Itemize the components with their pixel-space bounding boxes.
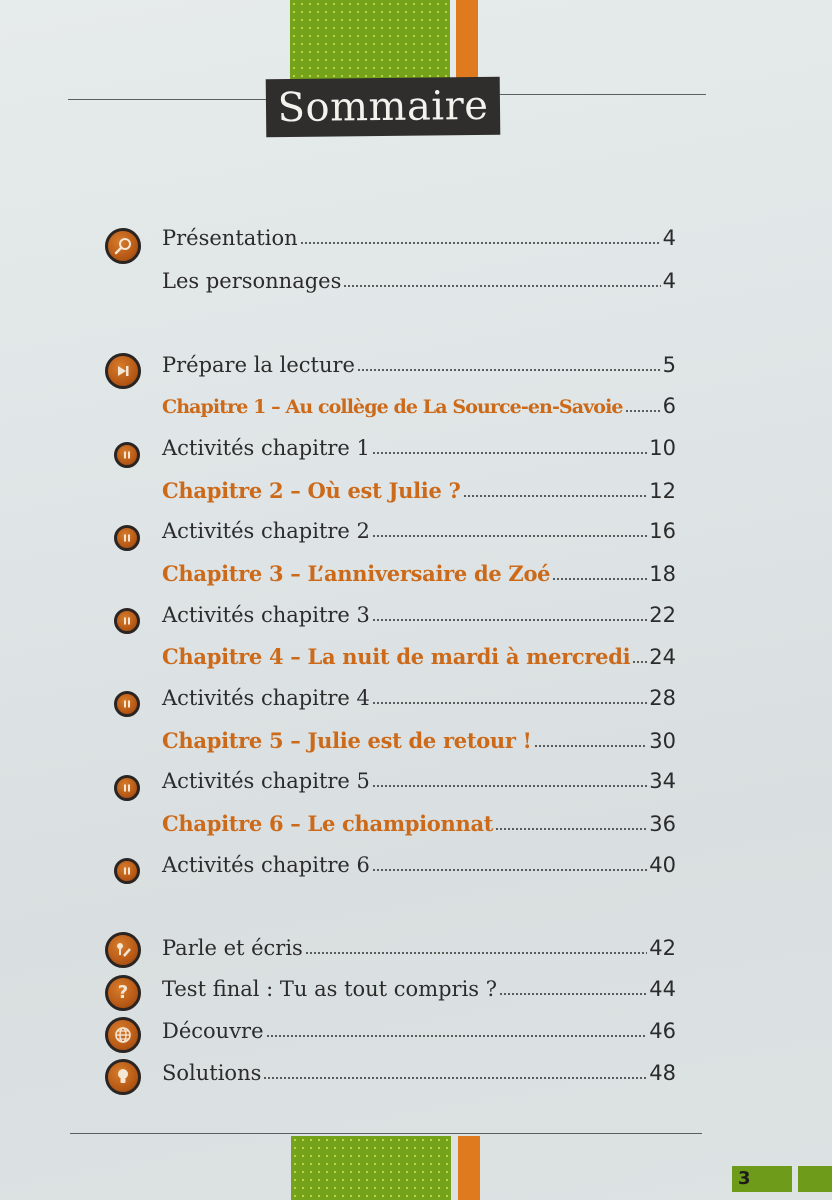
page-title-box [266,77,501,137]
toc-entry-label: Chapitre 1 – Au collège de La Source-en-Savoie [162,396,623,418]
toc-entry-test-final[interactable] [162,977,676,1011]
toc-entry-page: 28 [649,686,676,710]
toc-entry-page: 46 [649,1019,676,1043]
toc-entry-label: Activités chapitre 1 [162,436,370,460]
dot-leader [357,354,661,372]
dot-leader [372,437,647,455]
toc-entry-solutions[interactable] [162,1061,676,1095]
toc-entry-page: 5 [662,353,676,377]
toc-entry-page: 48 [649,1061,676,1085]
dot-leader [305,937,647,955]
toc-entry-label: Chapitre 5 – Julie est de retour ! [162,728,532,753]
toc-entry-chapitre-2[interactable] [162,478,676,512]
pause-icon [114,775,140,801]
page-edge-tab [798,1166,832,1192]
toc-entry-label: Activités chapitre 4 [162,686,370,710]
toc-entry-chapitre-6[interactable] [162,811,676,845]
toc-entry-activites-4[interactable] [162,686,676,720]
top-rule-left [68,99,268,100]
toc-entry-chapitre-1[interactable] [162,394,676,428]
toc-entry-page: 18 [649,562,676,586]
toc-entry-activites-2[interactable] [162,519,676,553]
microphone-pencil-icon [105,932,141,968]
top-orange-decoration [456,0,478,82]
toc-entry-label: Parle et écris [162,936,303,960]
pause-icon [114,525,140,551]
toc-entry-label: Chapitre 3 – L’anniversaire de Zoé [162,561,551,586]
dot-leader [372,687,647,705]
dot-leader [372,604,647,622]
toc-entry-chapitre-5[interactable] [162,728,676,762]
top-rule-right [500,94,706,95]
dot-leader [372,770,647,788]
toc-entry-activites-3[interactable] [162,603,676,637]
toc-entry-page: 24 [649,645,676,669]
toc-entry-page: 42 [649,936,676,960]
pause-icon [114,608,140,634]
toc-entry-activites-1[interactable] [162,436,676,470]
dot-leader [343,270,660,288]
toc-entry-activites-5[interactable] [162,769,676,803]
toc-entry-personnages[interactable] [162,269,676,303]
toc-entry-label: Activités chapitre 6 [162,853,370,877]
dot-leader [372,854,647,872]
toc-entry-activites-6[interactable] [162,853,676,887]
dot-leader [552,563,647,581]
toc-entry-page: 12 [649,479,676,503]
dot-leader [632,646,647,664]
toc-entry-label: Les personnages [162,269,342,293]
toc-entry-page: 4 [662,226,676,250]
toc-entry-page: 6 [662,394,676,418]
lightbulb-icon [105,1059,141,1095]
toc-entry-label: Prépare la lecture [162,353,355,377]
pause-icon [114,442,140,468]
toc-entry-page: 10 [649,436,676,460]
bottom-rule [70,1133,702,1134]
toc-entry-label: Solutions [162,1061,262,1085]
bottom-orange-decoration [458,1136,480,1200]
top-green-decoration [290,0,450,82]
toc-entry-chapitre-3[interactable] [162,561,676,595]
toc-entry-page: 36 [649,812,676,836]
toc-entry-decouvre[interactable] [162,1019,676,1053]
toc-entry-label: Activités chapitre 5 [162,769,370,793]
toc-entry-label: Activités chapitre 3 [162,603,370,627]
question-mark-icon: ? [105,975,141,1011]
dot-leader [534,730,648,748]
dot-leader [300,227,661,245]
dot-leader [495,813,647,831]
toc-entry-label: Chapitre 2 – Où est Julie ? [162,478,461,503]
pause-icon [114,691,140,717]
toc-entry-page: 30 [649,729,676,753]
dot-leader [266,1020,648,1038]
dot-leader [625,395,661,413]
toc-entry-label: Activités chapitre 2 [162,519,370,543]
toc-entry-label: Chapitre 4 – La nuit de mardi à mercredi [162,644,631,669]
pause-icon [114,858,140,884]
toc-entry-label: Découvre [162,1019,264,1043]
dot-leader [463,480,648,498]
dot-leader [372,520,647,538]
page-number: 3 [732,1166,792,1192]
toc-entry-presentation[interactable] [162,226,676,260]
toc-entry-chapitre-4[interactable] [162,644,676,678]
toc-entry-prepare-lecture[interactable] [162,353,676,387]
toc-entry-label: Test final : Tu as tout compris ? [162,977,498,1001]
toc-entry-page: 22 [649,603,676,627]
toc-entry-label: Présentation [162,226,298,250]
toc-entry-page: 4 [662,269,676,293]
globe-icon [105,1017,141,1053]
toc-entry-page: 40 [649,853,676,877]
toc-entry-label: Chapitre 6 – Le championnat [162,811,494,836]
toc-entry-page: 44 [649,977,676,1001]
toc-entry-page: 34 [649,769,676,793]
bottom-green-decoration [291,1136,451,1200]
toc-entry-page: 16 [649,519,676,543]
dot-leader [499,978,647,996]
dot-leader [263,1062,647,1080]
toc-entry-parle-et-ecris[interactable] [162,936,676,970]
page-title: Sommaire [277,82,489,132]
skip-forward-icon [105,353,141,389]
magnifier-icon [105,228,141,264]
